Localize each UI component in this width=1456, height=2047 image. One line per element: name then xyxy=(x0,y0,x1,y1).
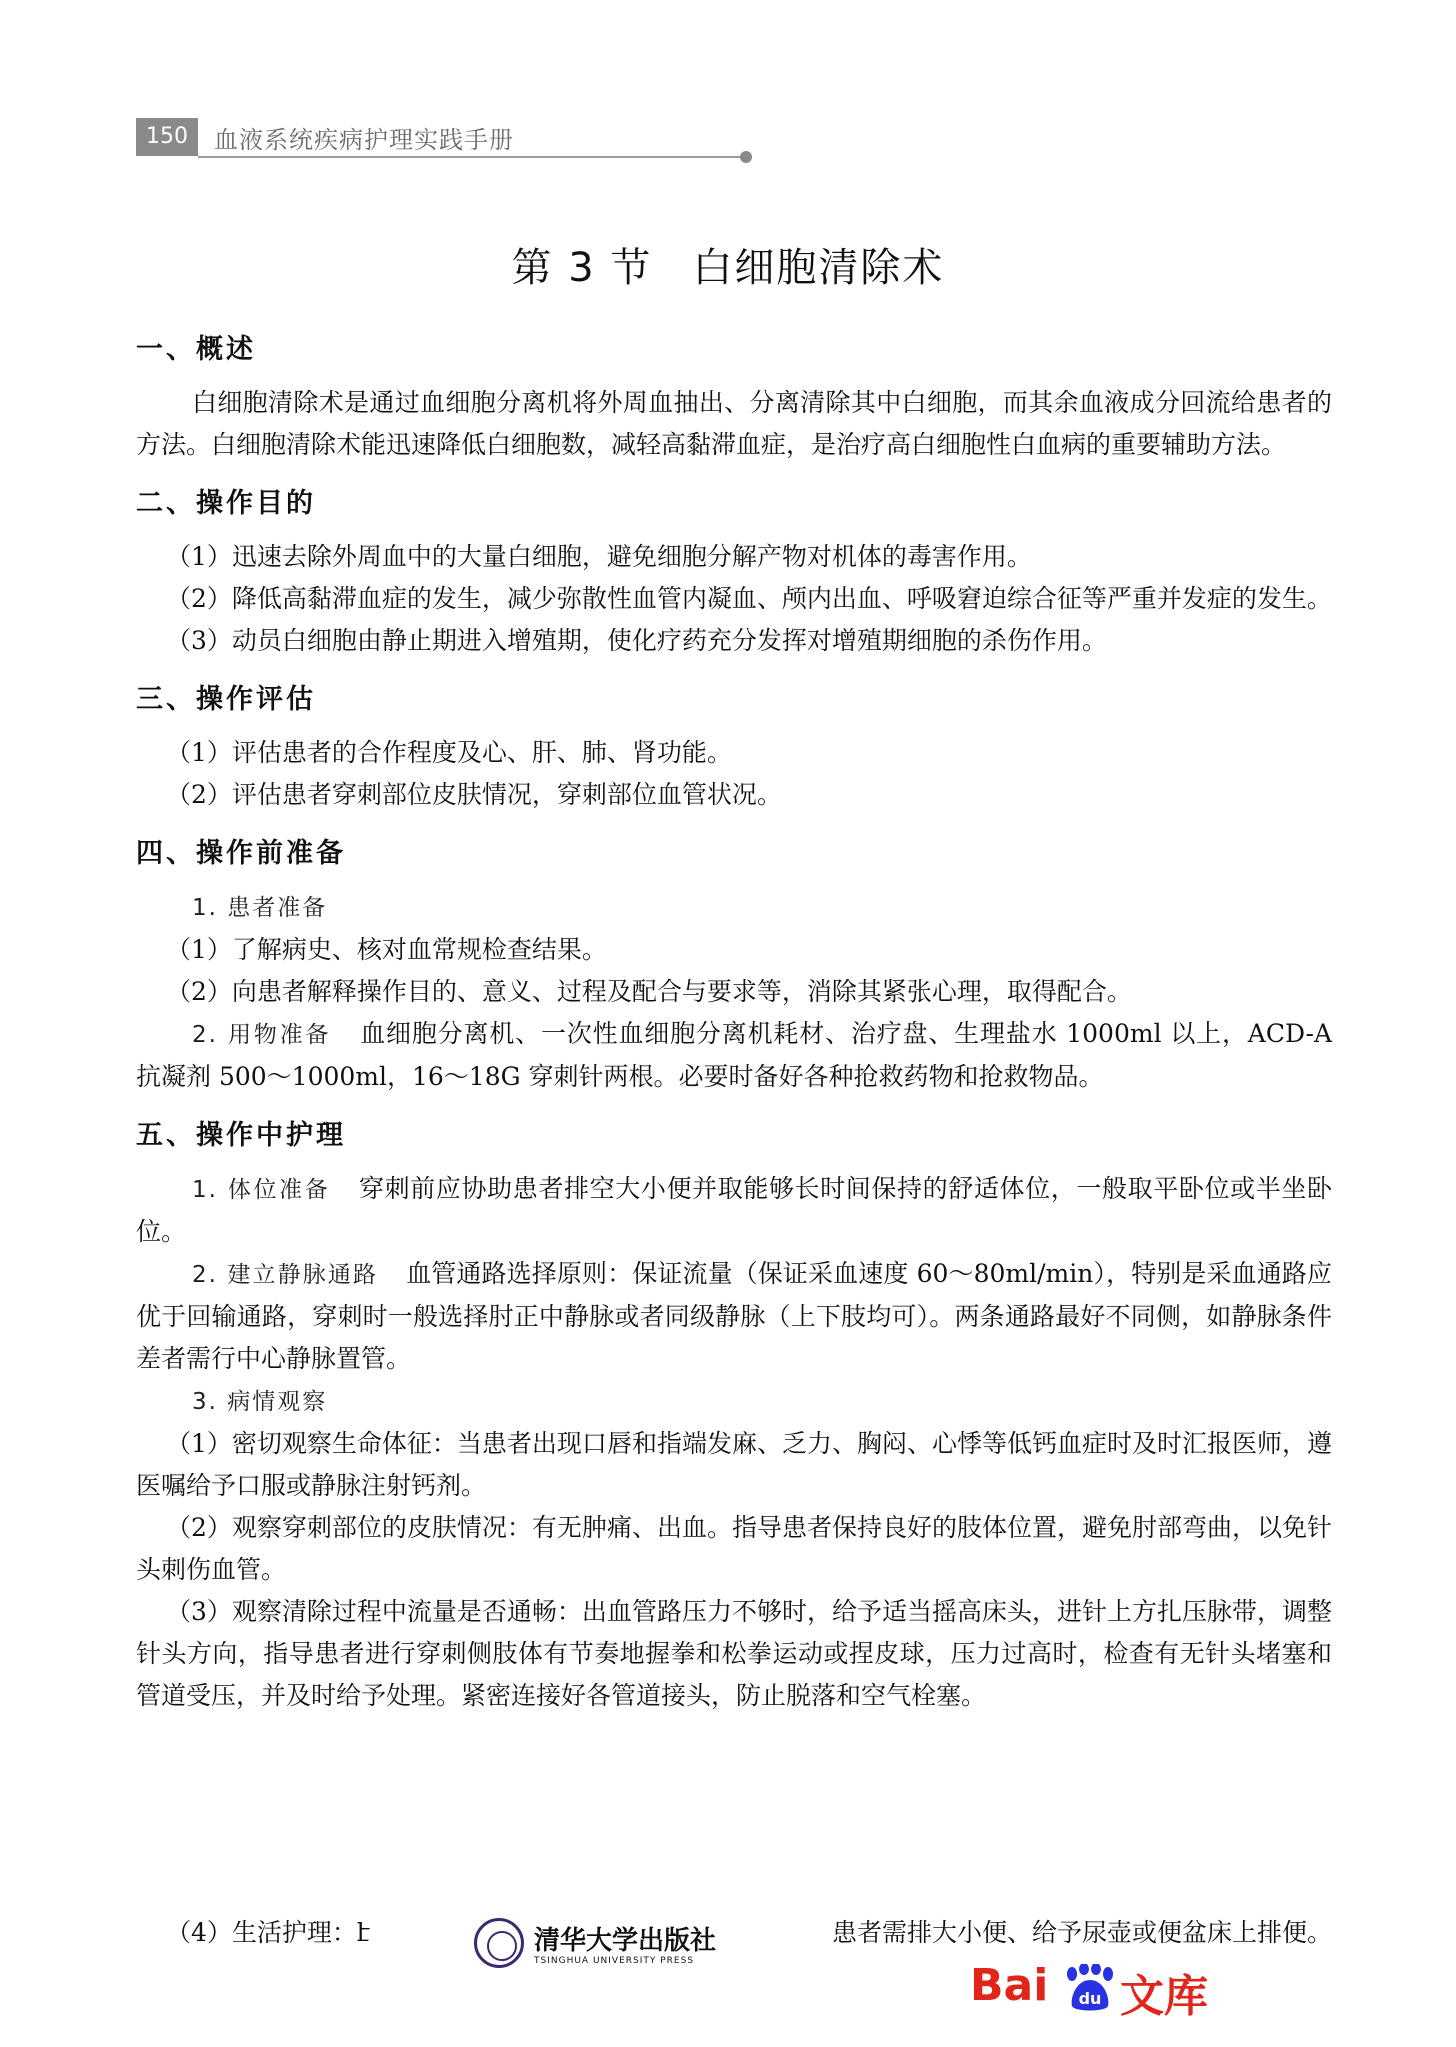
paragraph xyxy=(136,1423,1332,1507)
paragraph xyxy=(136,732,1332,774)
section-subheading: 三、操作评估 xyxy=(136,684,316,715)
paragraph xyxy=(136,1380,1332,1423)
paragraph xyxy=(136,620,1332,662)
paragraph-text: （2）观察穿刺部位的皮肤情况：有无肿痛、出血。指导患者保持良好的肢体位置，避免肘部弯曲，以免针头刺伤血管。 xyxy=(136,1513,1332,1584)
paragraph-text: 穿刺前应协助患者排空大小便并取能够长时间保持的舒适体位，一般取平卧位或半坐卧位。 xyxy=(136,1174,1332,1246)
university-seal-icon xyxy=(474,1918,524,1968)
paragraph xyxy=(136,774,1332,816)
body-content xyxy=(136,330,1332,1717)
paragraph-text: 白细胞清除术是通过血细胞分离机将外周血抽出、分离清除其中白细胞，而其余血液成分回流给患者的方法。白细胞清除术能迅速降低白细胞数，减轻高黏滞血症，是治疗高白细胞性白血病的重要辅助方法。 xyxy=(136,388,1332,459)
section-subheading: 一、概述 xyxy=(136,334,256,365)
publisher-logo xyxy=(474,1918,744,1978)
paragraph xyxy=(136,971,1332,1013)
section-heading: 白细胞清除术 xyxy=(692,245,945,291)
paragraph xyxy=(136,1591,1332,1717)
subsection-label: 2. 用物准备 xyxy=(192,1022,332,1048)
paragraph xyxy=(136,1253,1332,1380)
paragraph xyxy=(136,536,1332,578)
paragraph-text: （2）向患者解释操作目的、意义、过程及配合与要求等，消除其紧张心理，取得配合。 xyxy=(166,977,1132,1006)
section-number: 第 3 节 xyxy=(511,245,653,291)
paragraph xyxy=(136,1507,1332,1591)
paragraph-text: （1）评估患者的合作程度及心、肝、肺、肾功能。 xyxy=(166,738,732,767)
section-title xyxy=(0,236,1456,293)
book-title: 血液系统疾病护理实践手册 xyxy=(214,126,514,154)
paragraph-text: （1）了解病史、核对血常规检查结果。 xyxy=(166,935,607,964)
publisher-name: 清华大学出版社 xyxy=(534,1926,717,1956)
paragraph-text: （2）降低高黏滞血症的发生，减少弥散性血管内凝血、颅内出血、呼吸窘迫综合征等严重并发症的发生。 xyxy=(166,584,1332,613)
running-header xyxy=(136,118,616,158)
paragraph xyxy=(136,1013,1332,1098)
paragraph xyxy=(136,929,1332,971)
baidu-text: Bai xyxy=(970,1960,1049,2011)
baidu-wenku-watermark xyxy=(970,1960,1210,2020)
paragraph-text: 血细胞分离机、一次性血细胞分离机耗材、治疗盘、生理盐水 1000ml 以上，ACD-A 抗凝剂 500～1000ml，16～18G 穿刺针两根。必要时备好各种抢救药物和抢救物品。 xyxy=(136,1019,1332,1091)
page-number: 150 xyxy=(136,118,198,156)
paragraph-text: （3）动员白细胞由静止期进入增殖期，使化疗药充分发挥对增殖期细胞的杀伤作用。 xyxy=(166,626,1107,655)
baidu-paw-icon xyxy=(1062,1964,1118,2012)
subsection-label: 2. 建立静脉通路 xyxy=(192,1262,379,1288)
subsection-label: 1. 患者准备 xyxy=(192,895,328,921)
header-rule xyxy=(198,156,746,158)
last-line-right: 患者需排大小便、给予尿壶或便盆床上排便。 xyxy=(831,1918,1332,1947)
subsection-label: 1. 体位准备 xyxy=(192,1177,331,1203)
section-subheading: 二、操作目的 xyxy=(136,488,316,519)
paragraph-text: （1）密切观察生命体征：当患者出现口唇和指端发麻、乏力、胸闷、心悸等低钙血症时及时汇报医师，遵医嘱给予口服或静脉注射钙剂。 xyxy=(136,1429,1332,1500)
baidu-du-text: du xyxy=(1078,1989,1102,2008)
paragraph xyxy=(136,1168,1332,1253)
section-subheading: 五、操作中护理 xyxy=(136,1120,346,1151)
paragraph xyxy=(136,578,1332,620)
paragraph-text: 血管通路选择原则：保证流量（保证采血速度 60～80ml/min），特别是采血通路应优于回输通路，穿刺时一般选择肘正中静脉或者同级静脉（上下肢均可）。两条通路最好不同侧，如静脉条件差者需行中心静脉置管。 xyxy=(136,1259,1333,1373)
last-line-left: （4）生活护理：է xyxy=(166,1918,370,1947)
paragraph xyxy=(136,886,1332,929)
paragraph-text: （2）评估患者穿刺部位皮肤情况，穿刺部位血管状况。 xyxy=(166,780,782,809)
paragraph-text: （3）观察清除过程中流量是否通畅：出血管路压力不够时，给予适当摇高床头，进针上方扎压脉带，调整针头方向，指导患者进行穿刺侧肢体有节奏地握拳和松拳运动或捏皮球，压力过高时，检查有无针头堵塞和管道受压，并及时给予处理。紧密连接好各管道接头，防止脱落和空气栓塞。 xyxy=(136,1597,1332,1710)
paragraph xyxy=(136,382,1332,466)
header-dot xyxy=(740,151,752,163)
subsection-label: 3. 病情观察 xyxy=(192,1389,328,1415)
wenku-text: 文库 xyxy=(1120,1971,1208,2022)
section-subheading: 四、操作前准备 xyxy=(136,838,346,869)
paragraph-text: （1）迅速去除外周血中的大量白细胞，避免细胞分解产物对机体的毒害作用。 xyxy=(166,542,1032,571)
publisher-english: TSINGHUA UNIVERSITY PRESS xyxy=(534,1956,695,1966)
